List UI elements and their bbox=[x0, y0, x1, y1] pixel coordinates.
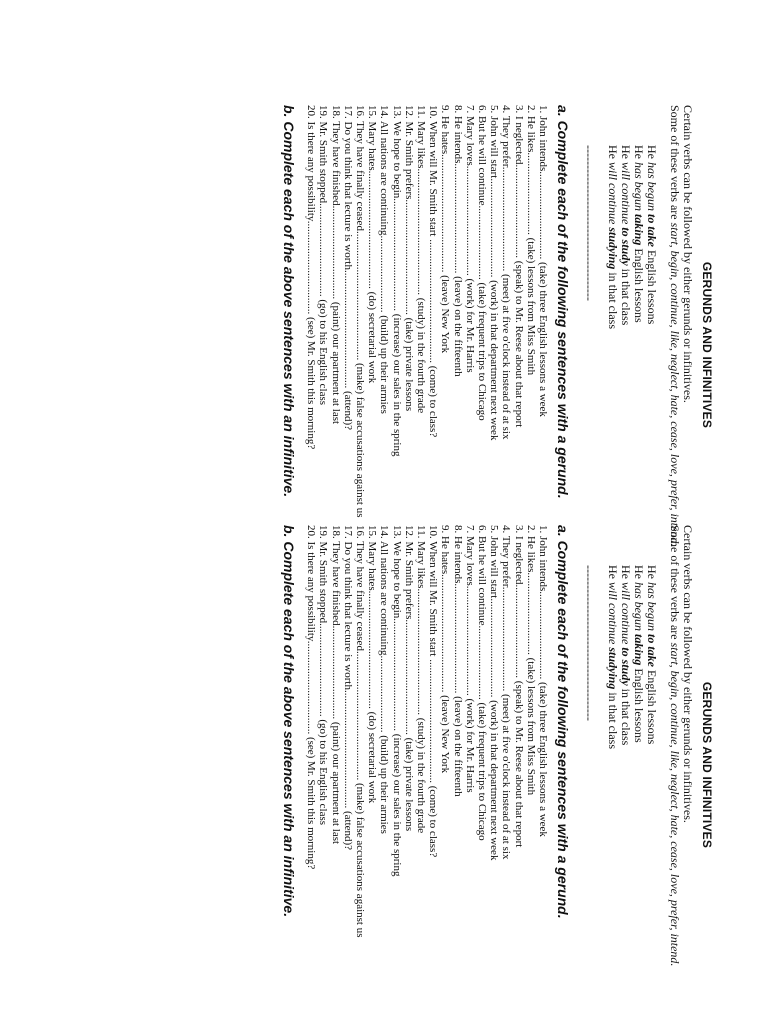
exercise-item: 2. He likes.............................. (take) lessons from Miss Smith bbox=[524, 525, 537, 796]
intro-line-2 bbox=[668, 525, 681, 1005]
exercise-item: 17. Do you think that lecture is worth........................................... (attend)? bbox=[341, 525, 354, 851]
section-a-heading: a. Complete each of the following sentences with a gerund. bbox=[555, 105, 571, 499]
exercise-item: 17. Do you think that lecture is worth........................................... (attend)? bbox=[341, 105, 354, 431]
intro-line-2 bbox=[668, 105, 681, 585]
section-a-heading: a. Complete each of the following sentences with a gerund. bbox=[555, 525, 571, 919]
exercise-item: 7. Mary loves........................................ (work) for Mr. Harris bbox=[463, 105, 476, 373]
exercise-item: 8. He intends........................................ (leave) on the fifteenth bbox=[451, 525, 464, 797]
examples-block bbox=[606, 565, 658, 1005]
exercise-item: 1. John intends................................ (take) three English lessons a week bbox=[537, 525, 549, 837]
exercise-item: 19. Mr. Smith stopped.................................. (go) to his English class bbox=[317, 525, 330, 826]
exercise-item: 14. All nations are continuing............................ (build) up their armies bbox=[378, 525, 391, 834]
intro-prefix: Some of these verbs are bbox=[668, 525, 682, 643]
section-b-heading: b. Complete each of the above sentences with an infinitive. bbox=[280, 525, 297, 918]
exercise-item: 19. Mr. Smith stopped.................................. (go) to his English class bbox=[317, 105, 330, 406]
exercise-item: 11. Mary likes.............................................. (study) in the fourth grade bbox=[414, 525, 427, 834]
exercise-item: 20. Is there any possibility.................................. (see) Mr. Smith this morning? bbox=[305, 105, 318, 450]
exercise-item: 10. When will Mr. Smith start ............................................. (come) to class? bbox=[427, 105, 440, 438]
worksheet-copy-bottom bbox=[50, 515, 720, 1015]
page-title: GERUNDS AND INFINITIVES bbox=[700, 681, 714, 849]
example-line: He has begun to take English lessons bbox=[645, 565, 659, 745]
example-line: He will continue studying in that class bbox=[606, 565, 620, 749]
example-line: He has begun to take English lessons bbox=[645, 145, 659, 325]
intro-line-1: Certain verbs can be followed by either gerunds or infinitives. bbox=[681, 105, 695, 403]
exercise-item: 8. He intends........................................ (leave) on the fifteenth bbox=[451, 105, 464, 377]
exercise-item: 18. They have finished.................................. (paint) our apartment at last bbox=[329, 525, 342, 845]
example-line: He has begun taking English lessons bbox=[632, 145, 646, 323]
page-title: GERUNDS AND INFINITIVES bbox=[700, 261, 714, 429]
exercise-item: 16. They have finally ceased............................................... (make) false accusations against us bbox=[353, 525, 366, 938]
exercise-item: 4. They prefer...................................... (meet) at five o'clock instead of at six bbox=[500, 105, 513, 440]
exercise-item: 13. We hope to begin......................................... (increase) our sales in the spring bbox=[390, 525, 403, 877]
exercise-list bbox=[305, 105, 549, 585]
exercise-item: 3. I neglected.................................. (speak) to Mr. Reese about that report bbox=[512, 525, 525, 848]
exercise-item: 12. Mr. Smith prefers.......................................... (take) private lessons bbox=[402, 105, 415, 412]
intro-text bbox=[668, 105, 694, 585]
exercise-item: 9. He hates........................................... (leave) New York bbox=[439, 525, 452, 774]
exercise-item: 12. Mr. Smith prefers.......................................... (take) private lessons bbox=[402, 525, 415, 832]
exercise-item: 18. They have finished.................................. (paint) our apartment at last bbox=[329, 105, 342, 425]
exercise-item: 16. They have finally ceased............................................... (make) false accusations against us bbox=[353, 105, 366, 518]
section-b-heading: b. Complete each of the above sentences with an infinitive. bbox=[280, 105, 297, 498]
example-line: He will continue to study in that class bbox=[619, 565, 633, 746]
example-line: He will continue studying in that class bbox=[606, 145, 620, 329]
exercise-item: 13. We hope to begin......................................... (increase) our sales in the spring bbox=[390, 105, 403, 457]
exercise-item: 3. I neglected.................................. (speak) to Mr. Reese about that report bbox=[512, 105, 525, 428]
exercise-item: 1. John intends................................ (take) three English lessons a week bbox=[537, 105, 549, 417]
intro-verbs: start, begin, continue, like, neglect, hate, cease, love, prefer, intend. bbox=[668, 642, 682, 967]
intro-text bbox=[668, 525, 694, 1005]
intro-prefix: Some of these verbs are bbox=[668, 105, 682, 223]
exercise-item: 5. John will start.................................... (work) in that department next week bbox=[488, 105, 501, 441]
exercise-item: 14. All nations are continuing............................ (build) up their armies bbox=[378, 105, 391, 414]
exercise-item: 4. They prefer...................................... (meet) at five o'clock instead of at six bbox=[500, 525, 513, 860]
divider: --------------------------------------- bbox=[582, 145, 596, 301]
exercise-item: 15. Mary hates........................................... (do) secretarial work bbox=[366, 105, 379, 384]
exercise-item: 9. He hates........................................... (leave) New York bbox=[439, 105, 452, 354]
exercise-item: 10. When will Mr. Smith start ............................................. (come) to class? bbox=[427, 525, 440, 858]
example-line: He has begun taking English lessons bbox=[632, 565, 646, 743]
exercise-item: 6. But he will continue........................... (take) frequent trips to Chicago bbox=[475, 525, 488, 841]
exercise-item: 5. John will start.................................... (work) in that department next week bbox=[488, 525, 501, 861]
exercise-item: 11. Mary likes.............................................. (study) in the fourth grade bbox=[414, 105, 427, 414]
intro-line-1: Certain verbs can be followed by either gerunds or infinitives. bbox=[681, 525, 695, 823]
exercise-list bbox=[305, 525, 549, 1005]
exercise-item: 7. Mary loves........................................ (work) for Mr. Harris bbox=[463, 525, 476, 793]
intro-verbs: start, begin, continue, like, neglect, hate, cease, love, prefer, intend. bbox=[668, 222, 682, 547]
exercise-item: 15. Mary hates........................................... (do) secretarial work bbox=[366, 525, 379, 804]
exercise-item: 6. But he will continue........................... (take) frequent trips to Chicago bbox=[475, 105, 488, 421]
exercise-item: 2. He likes.............................. (take) lessons from Miss Smith bbox=[524, 105, 537, 376]
example-line: He will continue to study in that class bbox=[619, 145, 633, 326]
divider: --------------------------------------- bbox=[582, 565, 596, 721]
exercise-item: 20. Is there any possibility.................................. (see) Mr. Smith this morning? bbox=[305, 525, 318, 870]
